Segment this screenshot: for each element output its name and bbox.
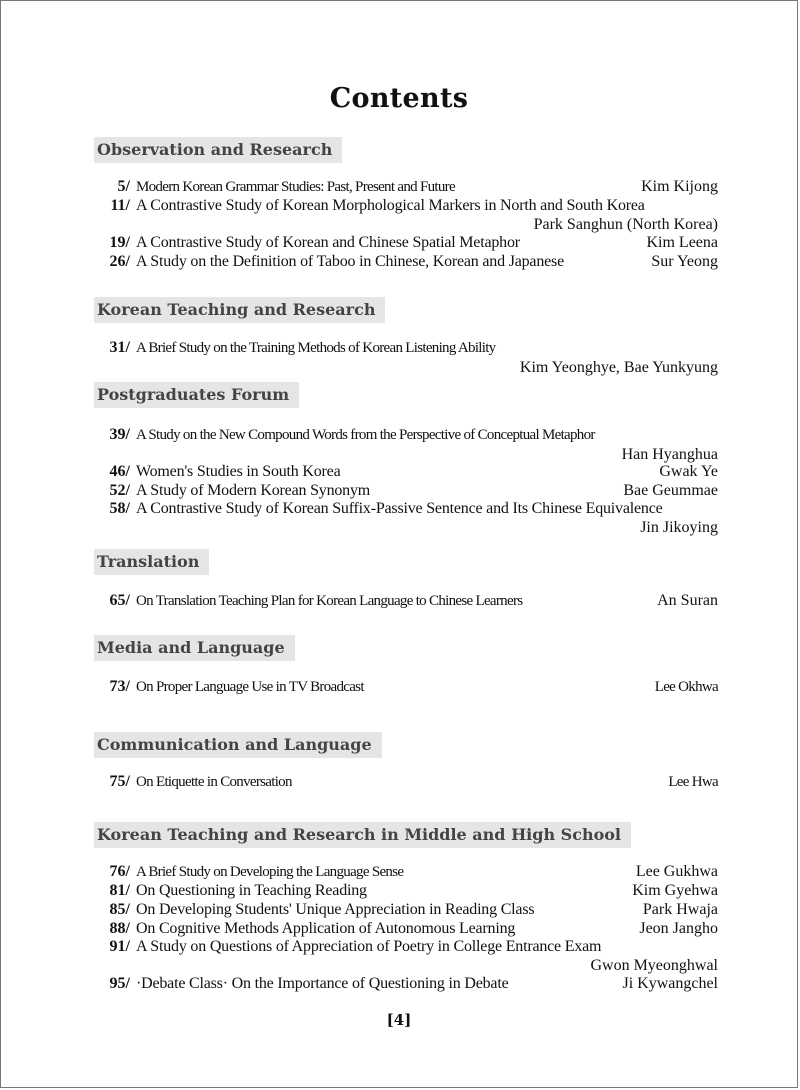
entry-author: Han Hyanghua xyxy=(621,446,718,463)
entry-title: A Study of Modern Korean Synonym xyxy=(136,482,371,499)
entry-page: 81/ xyxy=(109,882,130,899)
section-heading-postgraduates: Postgraduates Forum xyxy=(94,382,299,408)
entry-page: 95/ xyxy=(109,975,130,992)
entry-page: 91/ xyxy=(109,938,130,955)
entry-title: ·Debate Class· On the Importance of Questioning in Debate xyxy=(136,975,509,992)
entry-author: Sur Yeong xyxy=(651,253,718,270)
toc-entry[interactable] xyxy=(94,881,718,900)
toc-entry[interactable] xyxy=(94,677,718,697)
section-heading-media: Media and Language xyxy=(94,635,295,661)
toc-entry[interactable] xyxy=(94,233,718,252)
toc-entry[interactable] xyxy=(94,338,718,377)
entry-title: On Etiquette in Conversation xyxy=(136,774,292,790)
toc-entry[interactable] xyxy=(94,772,718,792)
entry-title: A Study on the New Compound Words from the Perspective of Conceptual Metaphor xyxy=(136,427,595,443)
entry-page: 19/ xyxy=(109,234,130,251)
entry-page: 46/ xyxy=(109,463,130,480)
entry-title: On Proper Language Use in TV Broadcast xyxy=(136,679,364,695)
entry-author: Kim Kijong xyxy=(641,178,718,195)
section-heading-communication: Communication and Language xyxy=(94,732,382,758)
entry-title: On Translation Teaching Plan for Korean Language to Chinese Learners xyxy=(136,593,523,609)
entry-page: 73/ xyxy=(109,678,130,695)
toc-entry[interactable] xyxy=(94,462,718,481)
entry-title: A Study on the Definition of Taboo in Chinese, Korean and Japanese xyxy=(136,253,564,270)
entry-page: 31/ xyxy=(109,339,130,356)
toc-entry[interactable] xyxy=(94,591,718,611)
entry-page: 11/ xyxy=(110,197,130,214)
entry-page: 76/ xyxy=(109,863,130,880)
entry-title: Modern Korean Grammar Studies: Past, Present and Future xyxy=(136,179,455,195)
entry-author: Gwon Myeonghwal xyxy=(590,957,718,974)
entry-title: A Brief Study on Developing the Language Sense xyxy=(136,864,404,880)
entry-title: A Study on Questions of Appreciation of Poetry in College Entrance Exam xyxy=(136,938,602,955)
entry-author: Jin Jikoying xyxy=(640,519,718,536)
entry-author: Ji Kywangchel xyxy=(622,975,718,992)
entry-author: Lee Okhwa xyxy=(654,679,718,695)
toc-entry[interactable] xyxy=(94,252,718,271)
entry-page: 5/ xyxy=(117,178,130,195)
entry-author: Bae Geummae xyxy=(623,482,718,499)
entry-page: 75/ xyxy=(109,773,130,790)
toc-entry[interactable] xyxy=(94,196,718,234)
entry-page: 58/ xyxy=(109,500,130,517)
entry-title: A Contrastive Study of Korean Morphological Markers in North and South Korea xyxy=(136,197,645,214)
entry-author: Jeon Jangho xyxy=(639,920,718,937)
entry-page: 88/ xyxy=(109,920,130,937)
entry-author: Lee Gukhwa xyxy=(635,863,718,880)
entry-title: A Brief Study on the Training Methods of Korean Listening Ability xyxy=(136,340,496,356)
entry-author: Lee Hwa xyxy=(668,774,718,790)
entry-author: Kim Gyehwa xyxy=(632,882,718,899)
section-heading-middle-high-school: Korean Teaching and Research in Middle and High School xyxy=(94,822,631,848)
toc-entry[interactable] xyxy=(94,862,718,882)
entry-author: Kim Leena xyxy=(646,234,718,251)
entry-author: Park Sanghun (North Korea) xyxy=(533,216,718,233)
entry-author: Park Hwaja xyxy=(642,901,718,918)
toc-entry[interactable] xyxy=(94,900,718,919)
entry-author: Kim Yeonghye, Bae Yunkyung xyxy=(519,359,718,376)
entry-author: Gwak Ye xyxy=(659,463,718,480)
page-number: [4] xyxy=(386,1011,412,1029)
section-heading-translation: Translation xyxy=(94,549,209,575)
toc-entry[interactable] xyxy=(94,974,718,993)
entry-title: A Contrastive Study of Korean Suffix-Passive Sentence and Its Chinese Equivalence xyxy=(136,500,663,517)
entry-page: 52/ xyxy=(109,482,130,499)
toc-entry[interactable] xyxy=(94,177,718,197)
entry-page: 26/ xyxy=(109,253,130,270)
entry-title: Women's Studies in South Korea xyxy=(136,463,341,480)
toc-entry[interactable] xyxy=(94,499,718,537)
section-heading-korean-teaching: Korean Teaching and Research xyxy=(94,297,385,323)
toc-entry[interactable] xyxy=(94,425,718,464)
entry-page: 65/ xyxy=(109,592,130,609)
entry-page: 39/ xyxy=(109,426,130,443)
entry-title: A Contrastive Study of Korean and Chinese Spatial Metaphor xyxy=(136,234,520,251)
entry-title: On Cognitive Methods Application of Autonomous Learning xyxy=(136,920,516,937)
toc-entry[interactable] xyxy=(94,919,718,938)
entry-title: On Developing Students' Unique Appreciation in Reading Class xyxy=(136,901,535,918)
entry-page: 85/ xyxy=(109,901,130,918)
toc-entry[interactable] xyxy=(94,937,718,975)
entry-author: An Suran xyxy=(657,592,718,609)
entry-title: On Questioning in Teaching Reading xyxy=(136,882,367,899)
page-title: Contents xyxy=(329,83,469,114)
section-heading-observation: Observation and Research xyxy=(94,137,342,163)
toc-entry[interactable] xyxy=(94,481,718,500)
